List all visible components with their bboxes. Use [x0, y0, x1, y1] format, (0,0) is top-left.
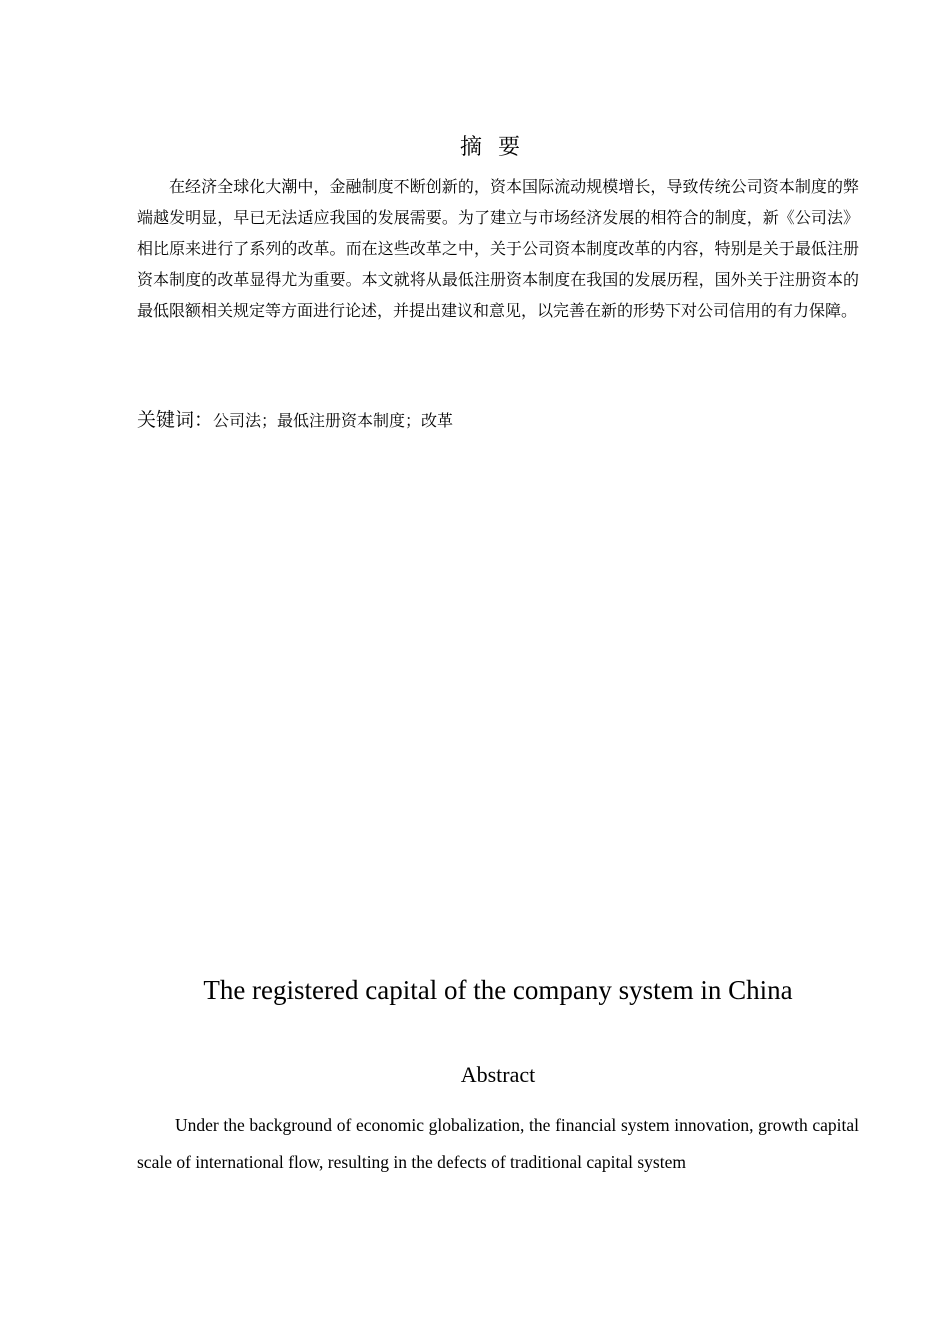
chinese-abstract-title: 摘要: [459, 135, 536, 160]
english-abstract-text: Under the background of economic globalization, the financial system innovation, growth capital scale of international flow, resulting in the defects of traditional capital system: [137, 1115, 859, 1172]
keywords-label: 关键词：: [137, 409, 214, 431]
chinese-keywords: [137, 404, 859, 437]
chinese-abstract-text: 在经济全球化大潮中，金融制度不断创新的，资本国际流动规模增长，导致传统公司资本制度的弊端越发明显，早已无法适应我国的发展需要。为了建立与市场经济发展的相符合的制度，新《公司法》相比原来进行了系列的改革。而在这些改革之中，关于公司资本制度改革的内容，特别是关于最低注册资本制度的改革显得尤为重要。本文就将从最低注册资本制度在我国的发展历程，国外关于注册资本的最低限额相关规定等方面进行论述，并提出建议和意见，以完善在新的形势下对公司信用的有力保障。: [137, 177, 859, 320]
english-abstract-heading: Abstract: [460, 1062, 536, 1087]
keywords-text: 公司法；最低注册资本制度；改革: [213, 411, 454, 430]
english-paper-title: The registered capital of the company system in China: [203, 975, 793, 1005]
